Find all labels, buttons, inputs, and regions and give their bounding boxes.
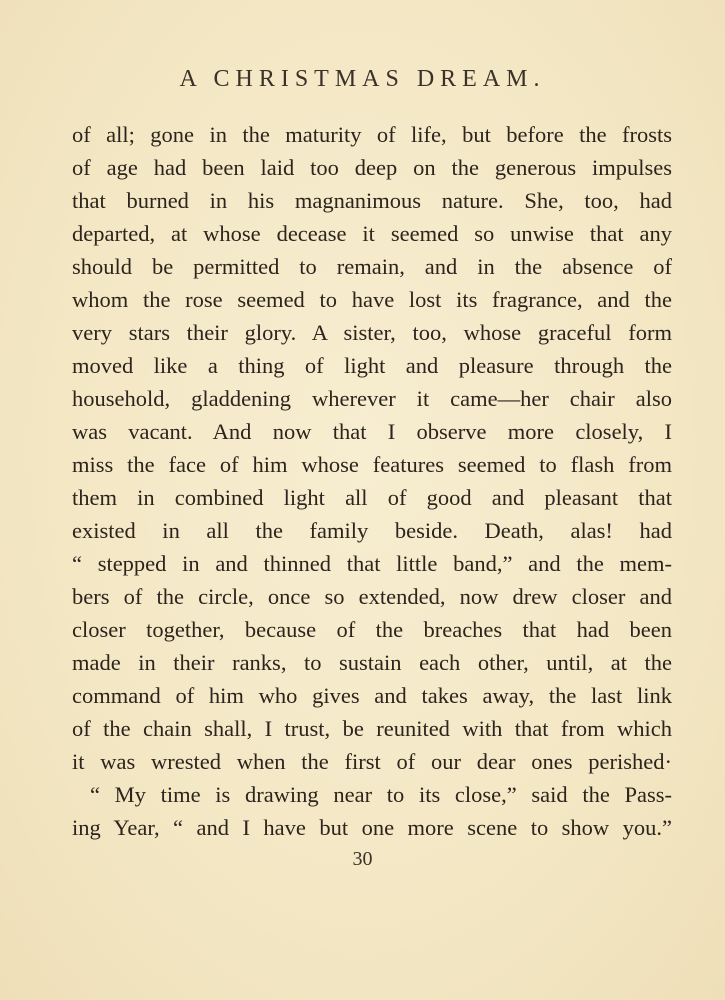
text-line: miss the face of him whose features seemed to flash from	[72, 452, 672, 477]
text-line: of the chain shall, I trust, be reunited with that from which	[72, 716, 672, 741]
text-line: ing Year, “ and I have but one more scene to show you.”	[72, 815, 672, 840]
text-line: whom the rose seemed to have lost its fragrance, and the	[72, 287, 672, 312]
text-line: very stars their glory. A sister, too, whose graceful form	[72, 320, 672, 345]
text-line: that burned in his magnanimous nature. She, too, had	[72, 188, 672, 213]
text-line: bers of the circle, once so extended, now drew closer and	[72, 584, 672, 609]
text-line: of age had been laid too deep on the generous impulses	[72, 155, 672, 180]
text-line: command of him who gives and takes away, the last link	[72, 683, 672, 708]
text-line: household, gladdening wherever it came—her chair also	[72, 386, 672, 411]
text-line: “ stepped in and thinned that little band,” and the mem-	[72, 551, 672, 576]
text-line: was vacant. And now that I observe more closely, I	[72, 419, 672, 444]
running-head: A CHRISTMAS DREAM.	[179, 66, 546, 92]
text-line: moved like a thing of light and pleasure through the	[72, 353, 672, 378]
text-line: departed, at whose decease it seemed so unwise that any	[72, 221, 672, 246]
text-line: existed in all the family beside. Death, alas! had	[72, 518, 672, 543]
text-line: should be permitted to remain, and in the absence of	[72, 254, 672, 279]
text-line: closer together, because of the breaches that had been	[72, 617, 672, 642]
page-number: 30	[352, 848, 373, 870]
text-line: made in their ranks, to sustain each other, until, at the	[72, 650, 672, 675]
text-line: it was wrested when the first of our dear ones perished·	[72, 749, 672, 774]
text-line: of all; gone in the maturity of life, but before the frosts	[72, 122, 672, 147]
body-text	[72, 118, 672, 844]
text-line: “ My time is drawing near to its close,” said the Pass-	[90, 782, 672, 807]
text-line: them in combined light all of good and pleasant that	[72, 485, 672, 510]
